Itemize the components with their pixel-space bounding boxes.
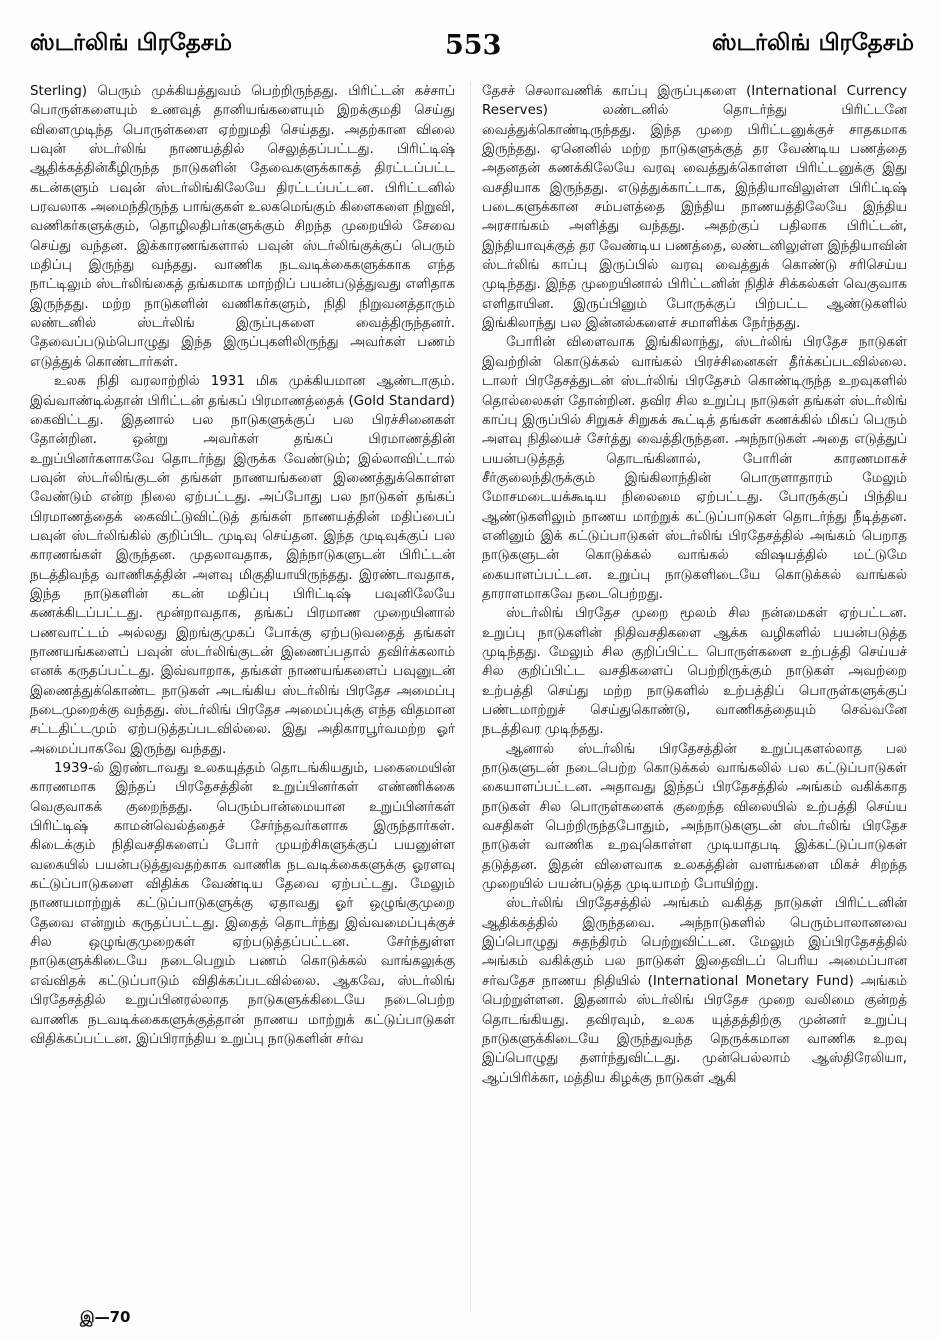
signature-mark: இ—70 [80,1308,131,1326]
paragraph: ஸ்டர்லிங் பிரதேச முறை மூலம் சில நன்மைகள் ஏற்பட்டன. உறுப்பு நாடுகளின் நிதிவசதிகளை ஆக்க வழிகளில் பயன்படுத்த முடிந்தது. மேலும் சில குறிப்பிட்ட பொருள்களை உற்பத்தி செய்யச் சில குறிப்பிட்ட வசதிகளைப் பெற்றிருக்கும் நாடுகள் அவற்றை உற்பத்தி செய்து மற்ற நாடுகளில் உற்பத்திப் பொருள்களுக்குப் பண்டமாற்றுச் செய்துகொண்டு, வாணிகத்தையும் செவ்வனே நடத்திவர முடிந்தது. [482,606,907,738]
right-text-column [482,82,907,1312]
paragraph: உலக நிதி வரலாற்றில் 1931 மிக முக்கியமான ஆண்டாகும். இவ்வாண்டில்தான் பிரிட்டன் தங்கப் பிரமாணத்தைக் (Gold Standard) கைவிட்டது. இதனால் பல நாடுகளுக்குப் பல பிரச்சினைகள் தோன்றின. ஒன்று அவர்கள் தங்கப் பிரமாணத்தின் உறுப்பினர்களாகவே தொடர்ந்து இருக்க வேண்டும்; இல்லாவிட்டால் பவுன் ஸ்டர்லிங்குடன் தங்கள் நாணயங்களை இணைத்துக்கொள்ள வேண்டும் என்ற நிலை ஏற்பட்டது. அப்போது பல நாடுகள் தங்கப் பிரமாணத்தைக் கைவிட்டுவிட்டுத் தங்கள் நாணயத்தின் மதிப்பைப் பவுன் ஸ்டர்லிங்கில் குறிப்பிட முடிவு செய்தன. இந்த முடிவுக்குப் பல காரணங்கள் இருந்தன. முதலாவதாக, இந்நாடுகளுடன் பிரிட்டன் நடத்திவந்த வாணிகத்தின் அளவு மிகுதியாயிருந்தது. இரண்டாவதாக, இந்த நாடுகளின் கடன் மதிப்பு பிரிட்டிஷ் பவுனிலேயே கணக்கிடப்பட்டது. மூன்றாவதாக, தங்கப் பிரமாண முறையினால் பணவாட்டம் அல்லது இறங்குமுகப் போக்கு ஏற்படுவதைத் தங்கள் நாணயங்களைப் பவுன் ஸ்டர்லிங்குடன் இணைப்பதால் தவிர்க்கலாம் எனக் கருதப்பட்டது. இவ்வாறாக, தங்கள் நாணயங்களைப் பவுனுடன் இணைத்துக்கொண்ட நாடுகள் அடங்கிய ஸ்டர்லிங் பிரதேச அமைப்பு நடைமுறைக்கு வந்தது. ஸ்டர்லிங் பிரதேச அமைப்புக்கு எந்த விதமான சட்டதிட்டமும் ஏற்படுத்தப்படவில்லை. இது அதிகாரபூர்வமற்ற ஓர் அமைப்பாகவே இருந்து வந்தது. [30,374,455,757]
paragraph: தேசச் செலாவணிக் காப்பு இருப்புகளை (International Currency Reserves) லண்டனில் தொடர்ந்து பிரிட்டனே வைத்துக்கொண்டிருந்தது. இந்த முறை பிரிட்டனுக்குச் சாதகமாக இருந்தது. ஏனெனில் மற்ற நாடுகளுக்குத் தர வேண்டிய பணத்தை அதனதன் கணக்கிலேயே வரவு வைத்துக்கொள்ள பிரிட்டனுக்கு இது வசதியாக இருந்தது. எடுத்துக்காட்டாக, இந்தியாவிலுள்ள பிரிட்டிஷ் படைகளுக்கான சம்பளத்தை இந்திய நாணயத்திலேயே இந்திய அரசாங்கம் அளித்து வந்தது. அதற்குப் பதிலாக பிரிட்டன், இந்தியாவுக்குத் தர வேண்டிய பணத்தை, லண்டனிலுள்ள இந்தியாவின் ஸ்டர்லிங் காப்பு இருப்பில் வரவு வைத்துக் கொண்டு சரிசெய்ய முடிந்தது. இந்த முறையினால் பிரிட்டனின் நிதிச் சிக்கல்கள் வெகுவாக எளிதாயின. இருப்பினும் போருக்குப் பிற்பட்ட ஆண்டுகளில் இங்கிலாந்து பல இன்னல்களைச் சமாளிக்க நேர்ந்தது. [482,84,907,332]
page-number: 553 [445,30,502,61]
running-head-right: ஸ்டர்லிங் பிரதேசம் [711,30,914,56]
paragraph: Sterling) பெரும் முக்கியத்துவம் பெற்றிருந்தது. பிரிட்டன் கச்சாப் பொருள்களையும் உணவுத் தானியங்களையும் இறக்குமதி செய்து விளைமுடிந்த பொருள்களை ஏற்றுமதி செய்தது. அதற்கான விலை பவுன் ஸ்டர்லிங் நாணயத்தில் செலுத்தப்பட்டது. பிரிட்டிஷ் ஆதிக்கத்தின்கீழிருந்த நாடுகளின் தேவைகளுக்காகத் திரட்டப்பட்ட கடன்களும் பவுன் ஸ்டர்லிங்கிலேயே திரட்டப்பட்டன. பிரிட்டனில் பரவலாக அமைந்திருந்த பாங்குகள் உலகமெங்கும் கிளைகளை நிறுவி, வணிகர்களுக்கும், தொழிலதிபர்களுக்கும் சிறந்த முறையில் சேவை செய்து வந்தன. இக்காரணங்களால் பவுன் ஸ்டர்லிங்குக்குப் பெரும் மதிப்பு இருந்து வந்தது. வாணிக நடவடிக்கைகளுக்காக எந்த நாட்டிலும் ஸ்டர்லிங்கைத் தங்கமாக மாற்றிப் பயன்படுத்துவது எளிதாக இருந்தது. மற்ற நாடுகளின் வணிகர்களும், நிதி நிறுவனத்தாரும் லண்டனில் ஸ்டர்லிங் இருப்புகளை வைத்திருந்தனர். தேவைப்படும்பொழுது இந்த இருப்புகளிலிருந்து அவர்கள் பணம் எடுத்துக் கொண்டார்கள். [30,84,455,370]
paragraph: 1939-ல் இரண்டாவது உலகயுத்தம் தொடங்கியதும், பகைமையின் காரணமாக இந்தப் பிரதேசத்தின் உறுப்பினர்கள் எண்ணிக்கை வெகுவாகக் குறைந்தது. பெரும்பான்மையான உறுப்பினர்கள் பிரிட்டிஷ் காமன்வெல்த்தைச் சேர்ந்தவர்களாக இருந்தார்கள். கிடைக்கும் நிதிவசதிகளைப் போர் முயற்சிகளுக்குப் பயனுள்ள வகையில் பயன்படுத்துவதற்காக வாணிக நடவடிக்கைகளுக்கு ஓரளவு கட்டுப்பாடுகளை விதிக்க வேண்டிய தேவை ஏற்பட்டது. மேலும் நாணயமாற்றுக் கட்டுப்பாடுகளுக்கு ஏதாவது ஓர் ஒழுங்குமுறை தேவை என்றும் கருதப்பட்டது. இதைத் தொடர்ந்து இவ்வமைப்புக்குச் சில ஒழுங்குமுறைகள் ஏற்படுத்தப்பட்டன. சேர்ந்துள்ள நாடுகளுக்கிடையே நடைபெறும் பணம் கொடுக்கல் வாங்கலுக்கு எவ்விதக் கட்டுப்பாடும் விதிக்கப்படவில்லை. ஆகவே, ஸ்டர்லிங் பிரதேசத்தில் உறுப்பினரல்லாத நாடுகளுக்கிடையே நடைபெற்ற வாணிக நடவடிக்கைகளுக்குத்தான் நாணய மாற்றுக் கட்டுப்பாடுகள் விதிக்கப்பட்டன. இப்பிராந்திய உறுப்பு நாடுகளின் சர்வ [30,761,455,1047]
paragraph: ஸ்டர்லிங் பிரதேசத்தில் அங்கம் வகித்த நாடுகள் பிரிட்டனின் ஆதிக்கத்தில் இருந்தவை. அந்நாடுகளில் பெரும்பாலானவை இப்பொழுது சுதந்திரம் பெற்றுவிட்டன. மேலும் இப்பிரதேசத்தில் அங்கம் வகிக்கும் பல நாடுகள் இதைவிடப் பெரிய அமைப்பான சர்வதேச நாணய நிதியில் (International Monetary Fund) அங்கம் பெற்றுள்ளன. இதனால் ஸ்டர்லிங் பிரதேச முறை வலிமை குன்றத் தொடங்கியது. தவிரவும், உலக யுத்தத்திற்கு முன்னர் உறுப்பு நாடுகளுக்கிடையே இருந்துவந்த நெருக்கமான வாணிக உறவு இப்பொழுது தளர்ந்துவிட்டது. முன்பெல்லாம் ஆஸ்திரேலியா, ஆப்பிரிக்கா, மத்திய கிழக்கு நாடுகள் ஆகி [482,896,907,1086]
left-text-column [30,82,455,1312]
column-gutter [470,82,471,1312]
paragraph: போரின் விளைவாக இங்கிலாந்து, ஸ்டர்லிங் பிரதேச நாடுகள் இவற்றின் கொடுக்கல் வாங்கல் பிரச்சினைகள் தீர்க்கப்படவில்லை. டாலர் பிரதேசத்துடன் ஸ்டர்லிங் பிரதேசம் கொண்டிருந்த உறவுகளில் தொல்லைகள் தோன்றின. தவிர சில உறுப்பு நாடுகள் தங்கள் ஸ்டர்லிங் காப்பு இருப்பில் சிறுகச் சிறுகக் கூட்டித் தங்கள் கணக்கில் மிகப் பெரும் அளவு நிதியைச் சேர்த்து வைத்திருந்தன. அந்நாடுகள் அதை எடுத்துப் பயன்படுத்தத் தொடங்கினால், போரின் காரணமாகச் சீர்குலைந்திருக்கும் இங்கிலாந்தின் பொருளாதாரம் மேலும் மோசமடையக்கூடிய நிலைமை ஏற்பட்டது. போருக்குப் பிந்திய ஆண்டுகளிலும் நாணய மாற்றுக் கட்டுப்பாடுகள் தொடர்ந்து நீடித்தன. எனினும் இக் கட்டுப்பாடுகள் ஸ்டர்லிங் பிரதேசத்தில் அங்கம் பெறாத நாடுகளுடன் கொடுக்கல் வாங்கல் விஷயத்தில் மட்டுமே கையாளப்பட்டன. உறுப்பு நாடுகளிடையே கொடுக்கல் வாங்கல் தாராளமாகவே நடைபெற்றது. [482,335,907,602]
running-head-left: ஸ்டர்லிங் பிரதேசம் [30,30,233,56]
paragraph: ஆனால் ஸ்டர்லிங் பிரதேசத்தின் உறுப்புகளல்லாத பல நாடுகளுடன் நடைபெற்ற கொடுக்கல் வாங்கலில் பல கட்டுப்பாடுகள் கையாளப்பட்டன. அதாவது இந்தப் பிரதேசத்தில் அங்கம் வகிக்காத நாடுகள் சில பொருள்களைக் குறைந்த விலையில் உற்பத்தி செய்ய வசதிகள் பெற்றிருந்தபோதும், அந்நாடுகளுடன் ஸ்டர்லிங் பிரதேச நாடுகள் வாணிக உறவுகொள்ள முடியாதபடி இக்கட்டுப்பாடுகள் தடுத்தன. இதன் விளைவாக உலகத்தின் வளங்களை மிகச் சிறந்த முறையில் பயன்படுத்த முடியாமற் போயிற்று. [482,741,907,893]
